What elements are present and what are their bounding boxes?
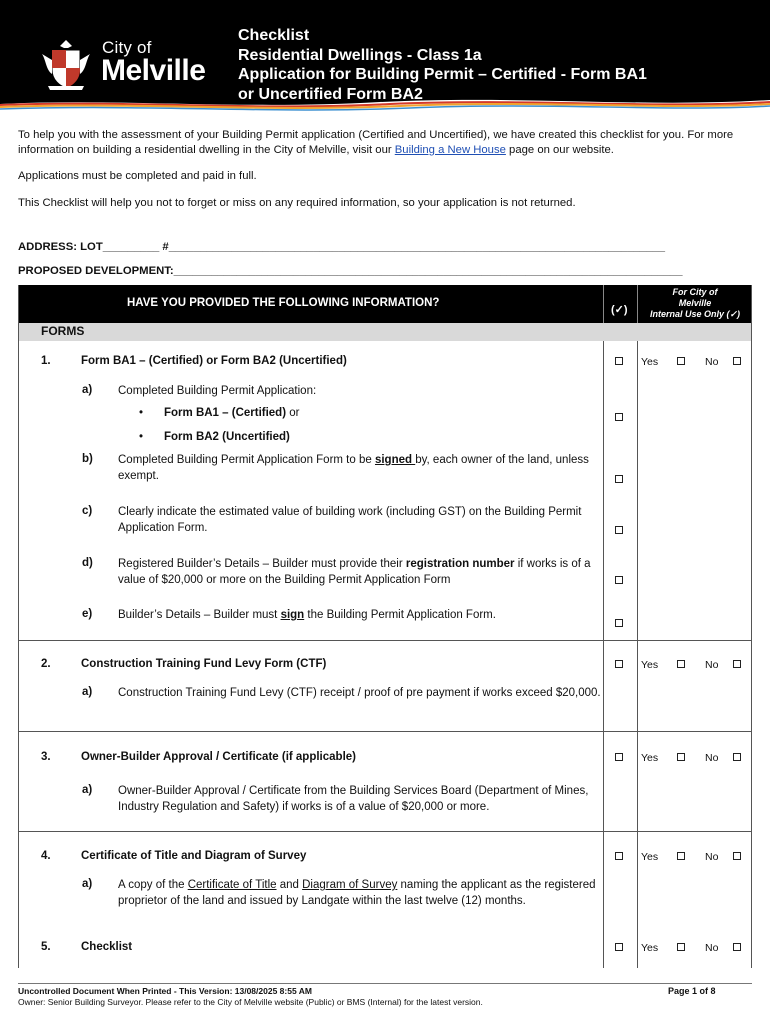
- checkbox[interactable]: [615, 475, 623, 483]
- footer-page-number: Page 1 of 8: [668, 986, 716, 996]
- row-separator: [19, 831, 751, 832]
- checkbox[interactable]: [615, 357, 623, 365]
- checkbox[interactable]: [615, 413, 623, 421]
- yes-label: Yes: [641, 851, 659, 863]
- section-title: Checklist: [81, 941, 133, 953]
- checkbox[interactable]: [615, 576, 623, 584]
- table-header: [19, 285, 751, 323]
- proposed-development-field[interactable]: PROPOSED DEVELOPMENT:_________________________________________________________________________________: [18, 265, 683, 277]
- item-text: Registered Builder’s Details – Builder must provide their registration number if works is of a value of $20,000 or more on the Building Permit Application Form: [118, 558, 591, 586]
- item-letter: b): [82, 453, 93, 465]
- footer-divider: [18, 983, 752, 984]
- item-text: Owner-Builder Approval / Certificate from the Building Services Board (Department of Mines, Industry Regulation and Safety) if works is of a value of $20,000 or more.: [118, 785, 589, 813]
- item-text: Construction Training Fund Levy (CTF) receipt / proof of pre payment if works exceed $20,000.: [118, 687, 601, 699]
- no-label: No: [705, 659, 719, 671]
- checkbox[interactable]: [615, 660, 623, 668]
- yes-label: Yes: [641, 356, 659, 368]
- item-text: Completed Building Permit Application Form to be signed by, each owner of the land, unless exempt.: [118, 454, 589, 482]
- checkbox[interactable]: [615, 619, 623, 627]
- certificate-of-title-link[interactable]: Certificate of Title: [187, 879, 277, 891]
- address-field[interactable]: ADDRESS: LOT_________ #_______________________________________________________________________________: [18, 241, 666, 253]
- section-number: 5.: [41, 941, 51, 953]
- yes-checkbox[interactable]: [677, 852, 685, 860]
- item-text: Builder’s Details – Builder must sign the Building Permit Application Form.: [118, 609, 496, 621]
- council-use-heading: For City of Melville Internal Use Only (✓): [649, 287, 741, 319]
- item-text: Completed Building Permit Application:: [118, 385, 317, 397]
- header-divider: [637, 285, 638, 323]
- intro-text: [18, 128, 748, 222]
- no-label: No: [705, 356, 719, 368]
- yes-checkbox[interactable]: [677, 943, 685, 951]
- title-line-1: Checklist: [238, 27, 310, 44]
- item-letter: e): [82, 608, 93, 620]
- row-separator: [19, 731, 751, 732]
- table-question-heading: HAVE YOU PROVIDED THE FOLLOWING INFORMATION?: [127, 297, 440, 309]
- checkbox[interactable]: [615, 753, 623, 761]
- no-label: No: [705, 851, 719, 863]
- header-divider: [603, 285, 604, 323]
- column-divider: [637, 341, 638, 968]
- section-title: Owner-Builder Approval / Certificate (if applicable): [81, 751, 356, 763]
- item-letter: a): [82, 686, 93, 698]
- title-line-3: Application for Building Permit – Certified - Form BA1: [238, 66, 647, 83]
- bullet-text: Form BA2 (Uncertified): [164, 431, 290, 443]
- checklist-table: [18, 285, 752, 968]
- tick-column-heading: (✓): [611, 304, 628, 316]
- no-checkbox[interactable]: [733, 753, 741, 761]
- item-letter: d): [82, 557, 93, 569]
- section-number: 2.: [41, 658, 51, 670]
- item-letter: c): [82, 505, 93, 517]
- title-line-4: or Uncertified Form BA2: [238, 85, 423, 103]
- checkbox[interactable]: [615, 943, 623, 951]
- no-label: No: [705, 942, 719, 954]
- section-title: Form BA1 – (Certified) or Form BA2 (Uncertified): [81, 355, 347, 367]
- document-title: [238, 26, 647, 104]
- forms-label: FORMS: [41, 324, 85, 338]
- column-divider: [603, 341, 604, 968]
- section-title: Certificate of Title and Diagram of Survey: [81, 850, 307, 862]
- row-separator: [19, 640, 751, 641]
- item-text: A copy of the Certificate of Title and Diagram of Survey naming the applicant as the registered proprietor of the land and issued by Landgate within the last twelve (12) months.: [118, 879, 596, 907]
- logo-name-text: Melville: [101, 54, 206, 87]
- yes-checkbox[interactable]: [677, 660, 685, 668]
- no-checkbox[interactable]: [733, 852, 741, 860]
- yes-checkbox[interactable]: [677, 753, 685, 761]
- diagram-of-survey-link[interactable]: Diagram of Survey: [302, 879, 398, 891]
- intro-paragraph-2: Applications must be completed and paid in full.: [18, 170, 257, 182]
- bullet-text: Form BA1 – (Certified) or: [164, 407, 300, 419]
- no-label: No: [705, 752, 719, 764]
- header-banner: [0, 0, 770, 118]
- item-letter: a): [82, 384, 93, 396]
- bullet: •: [139, 407, 144, 419]
- bullet: •: [139, 431, 144, 443]
- intro-paragraph-3: This Checklist will help you not to forget or miss on any required information, so your application is not returned.: [18, 196, 576, 209]
- section-number: 4.: [41, 850, 51, 862]
- footer-version: Uncontrolled Document When Printed - This Version: 13/08/2025 8:55 AM: [18, 986, 312, 996]
- item-letter: a): [82, 784, 93, 796]
- section-title: Construction Training Fund Levy Form (CTF): [81, 658, 327, 670]
- section-number: 1.: [41, 355, 51, 367]
- logo-city-text: City of: [102, 38, 152, 57]
- yes-label: Yes: [641, 942, 659, 954]
- title-line-2: Residential Dwellings - Class 1a: [238, 46, 482, 64]
- building-new-house-link[interactable]: Building a New House: [394, 143, 506, 156]
- footer-owner: Owner: Senior Building Surveyor. Please refer to the City of Melville website (Public) or BMS (Internal) for the latest version.: [18, 997, 483, 1007]
- checkbox[interactable]: [615, 526, 623, 534]
- no-checkbox[interactable]: [733, 943, 741, 951]
- yes-checkbox[interactable]: [677, 357, 685, 365]
- checkbox[interactable]: [615, 852, 623, 860]
- forms-section-row: [19, 323, 751, 341]
- section-number: 3.: [41, 751, 51, 763]
- city-crest-logo: [38, 36, 94, 92]
- item-text: Clearly indicate the estimated value of building work (including GST) on the Building Permit Application Form.: [118, 506, 582, 534]
- yes-label: Yes: [641, 752, 659, 764]
- no-checkbox[interactable]: [733, 660, 741, 668]
- item-letter: a): [82, 878, 93, 890]
- intro-paragraph-1: To help you with the assessment of your Building Permit application (Certified and Uncertified), we have created this checklist for you. For more information on building a residential dwelling in the City of Melville, visit our Building a New House page on our website.: [18, 129, 734, 156]
- yes-label: Yes: [641, 659, 659, 671]
- no-checkbox[interactable]: [733, 357, 741, 365]
